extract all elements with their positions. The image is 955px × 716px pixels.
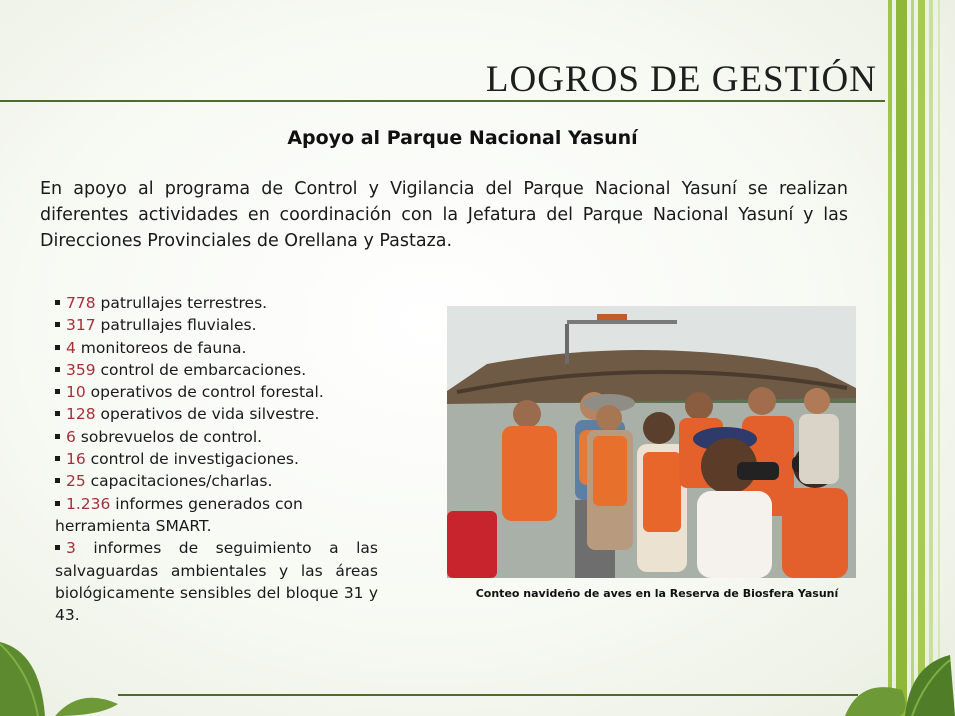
item-number: 3: [66, 539, 76, 558]
item-text: monitoreos de fauna.: [75, 338, 247, 357]
item-text: patrullajes terrestres.: [95, 294, 268, 312]
list-item: [55, 537, 378, 626]
item-number: 778: [66, 294, 96, 312]
leaf-decoration-left-icon: [0, 632, 120, 716]
item-number: 359: [66, 360, 96, 379]
item-number: 16: [66, 450, 86, 469]
item-text: sobrevuelos de control.: [75, 427, 263, 446]
section-subtitle: Apoyo al Parque Nacional Yasuní: [287, 127, 638, 149]
item-text: operativos de vida silvestre.: [95, 405, 320, 424]
item-number: 6: [66, 427, 76, 446]
list-item: [55, 426, 378, 448]
photo-caption: Conteo navideño de aves en la Reserva de Biosfera Yasuní: [475, 587, 839, 600]
list-item: [55, 448, 378, 470]
leaf-decoration-right-icon: [840, 650, 955, 716]
bullet-icon: [55, 322, 60, 327]
list-item: [55, 337, 378, 359]
item-text: control de investigaciones.: [85, 450, 299, 469]
bullet-icon: [55, 501, 60, 506]
bottom-rule: [118, 694, 858, 696]
item-text: patrullajes fluviales.: [95, 316, 257, 335]
bullet-icon: [55, 456, 60, 461]
item-number: 1.236: [66, 494, 111, 513]
item-number: 128: [66, 405, 96, 424]
achievements-list: [55, 292, 378, 626]
item-text: operativos de control forestal.: [85, 383, 324, 402]
bullet-icon: [55, 389, 60, 394]
item-text: informes de seguimiento a las salvaguardas ambientales y las áreas biológicamente sensibles del bloque 31 y 43.: [55, 539, 378, 625]
list-item: [55, 493, 378, 538]
bullet-icon: [55, 545, 60, 550]
item-text: capacitaciones/charlas.: [85, 472, 273, 491]
bullet-icon: [55, 367, 60, 372]
item-text: informes generados con herramienta SMART.: [55, 494, 303, 535]
item-number: 10: [66, 383, 86, 402]
bullet-icon: [55, 300, 60, 305]
bullet-icon: [55, 411, 60, 416]
list-item: [55, 359, 378, 381]
item-number: 317: [66, 316, 96, 335]
item-text: control de embarcaciones.: [95, 360, 307, 379]
bullet-icon: [55, 434, 60, 439]
bullet-icon: [55, 345, 60, 350]
list-item: [55, 292, 378, 314]
list-item: [55, 470, 378, 492]
intro-paragraph: En apoyo al programa de Control y Vigilancia del Parque Nacional Yasuní se realizan diferentes actividades en coordinación con la Jefatura del Parque Nacional Yasuní y las Direcciones Provinciales de Orellana y Pastaza.: [40, 179, 848, 251]
slide-title: LOGROS DE GESTIÓN: [485, 59, 877, 100]
item-number: 25: [66, 472, 86, 491]
list-item: [55, 381, 378, 403]
bullet-icon: [55, 478, 60, 483]
list-item: [55, 403, 378, 425]
decorative-stripes: [880, 0, 955, 716]
item-number: 4: [66, 338, 76, 357]
list-item: [55, 314, 378, 336]
boat-birdwatching-photo: [447, 306, 856, 578]
